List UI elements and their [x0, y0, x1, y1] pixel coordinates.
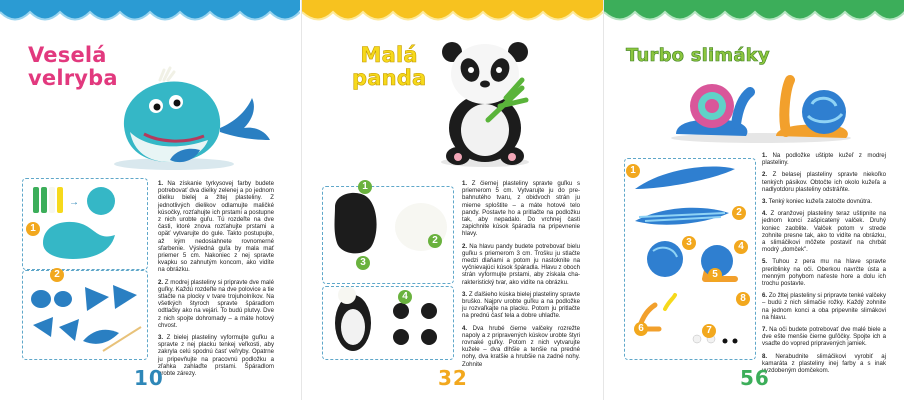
- step-2-badge: 2: [50, 268, 64, 282]
- step-2-badge: 2: [732, 206, 746, 220]
- step-2-illustration-box: [22, 270, 148, 360]
- page-title: [626, 44, 770, 67]
- blue-wave-border: [0, 0, 300, 24]
- step-2-badge: 2: [428, 234, 442, 248]
- panda-instructions: [462, 180, 580, 373]
- step-1-badge: 1: [358, 180, 372, 194]
- snail-step-6: 6. Zo žltej plasteliny si pripravte tenké valčeky – budú z nich slimačie rožky. Každý zohnite na jednom konci a oba pripevnite slimákovi na hlavu.: [762, 292, 886, 321]
- step-5-badge: 5: [708, 268, 722, 282]
- whale-step-2: 2. Z modrej plasteliny si pripravte dve malé guľky. Každú rozdeľte na dve polovice a tie stlačte na plocky v tvare trojuholníkov. Na všetkých štyroch spravte špáradlom odtlačky ako na vejári. To budú plutvy. Dve z nich spojte dohromady – a máte hotový chvost.: [158, 278, 274, 329]
- panda-step3-4-art: [323, 287, 453, 359]
- panda-step-1: 1. Z čiernej plasteliny spravte guľku s priemerom 5 cm. Vytvarujte ju do pre-bahnutého tvaru, z obidvoch strán ju mierne sploštite – a máte hotové telo pandy. Postavte ho a pritlačte na podložku tak, aby nepadalo. Do vrchnej časti zapichnite kúsok špáradla na pripevnenie hlavy.: [462, 180, 580, 238]
- page-number: 32: [438, 366, 468, 390]
- title-line-1: Turbo slimáky: [626, 45, 770, 66]
- snail-step-7: 7. Na oči budete potrebovať dve malé biele a dve ešte menšie čierne guľôčky. Spojte ich a vsaďte do vopred pripravených jamiek.: [762, 326, 886, 348]
- step-3-4-illustration-box: [322, 286, 454, 360]
- page-title: [352, 44, 426, 90]
- snail-step-5: 5. Tuhou z pera mu na hlave spravte preriblinky na oči. Oberkou navrčte ústa a menným pohybom naťeste hore a dolu ich trochu postavte.: [762, 258, 886, 288]
- step-4-badge: 4: [398, 290, 412, 304]
- panda-step-3: 3. Z ďalšieho kúska bielej plasteliny spravte bruško. Najprv urobte guľku a na podložke ju rozvaľkajte na placku. Potom ju pritlačte na prednú časť tela a dobre uhlaďte.: [462, 290, 580, 320]
- step-8-badge: 8: [736, 292, 750, 306]
- whale-step2-art: [23, 271, 147, 359]
- title-line-2: velryba: [28, 66, 118, 90]
- snail-step-3: 3. Tenký koniec kužeľa zatočte dovnútra.: [762, 198, 873, 206]
- step-4-badge: 4: [734, 240, 748, 254]
- panda-step-4: 4. Dva hrubé čierne valčeky rozrežte napoly a z pripravených kúskov urobte štyri rovnaké guľky. Potom z nich vytvarujte kužele – dva dlhšie a tenšie na predné nohy, dva kratšie a hrubšie na zadné nohy. Zohnite: [462, 324, 580, 368]
- step-3-badge: 3: [356, 256, 370, 270]
- title-line-2: panda: [352, 66, 427, 90]
- snail-step-8: 8. Nerabudnite slimáčikovi vyrobiť aj kamaráta z plasteliny inej farby a s inak vyzdobeným domčekom.: [762, 352, 886, 375]
- yellow-wave-border: [302, 0, 603, 24]
- whale-step1-art: [23, 179, 147, 269]
- page-whale: [0, 0, 300, 400]
- whale-illustration: [104, 66, 274, 172]
- snail-instructions: [762, 152, 886, 379]
- snail-step-2: 2. Z belasej plasteliny spravte niekoľko tenkých pásikov. Obtočte ich okolo kužeľa a nadlyotdoru plasteliny odstráňte.: [762, 171, 886, 193]
- green-wave-border: [604, 0, 904, 24]
- page-panda: [301, 0, 603, 400]
- panda-step-2: 2. Na hlavu pandy budete potrebovať bielu guľku s priemerom 3 cm. Trošku ju stlačte medzi dlaňami a potom ju nastoknite na vyčnievajúci kúsok špáradla. Hlavu z oboch strán vyformujte prstami, aby získala cha-rakteristický tvar, ako vidíte na obrázku.: [462, 242, 580, 286]
- snails-illustration: [666, 74, 856, 144]
- title-line-1: Malá: [360, 43, 418, 67]
- step-1-badge: 1: [626, 164, 640, 178]
- step-1-badge: 1: [26, 222, 40, 236]
- whale-step-3: 3. Z bielej plasteliny vyformujte guľku a spravte z nej placku tenkej veľkosti, aby zakryla celú spodnú časť veľryby. Opatrne ju pripevňujte na pracovnú podložku a zľahka zahlaďte prstami. Špáradlom urobte zárezy.: [158, 334, 274, 378]
- svg-text:→: →: [69, 197, 79, 208]
- page-snails: [603, 0, 904, 400]
- panda-illustration: [430, 36, 540, 168]
- step-6-badge: 6: [634, 322, 648, 336]
- step-1-illustration-box: [22, 178, 148, 270]
- whale-step-1: 1. Na získanie tyrkysovej farby budete potrebovať dva dielky zelenej a po jednom dielku bielej a žltej plasteliny. Z jednotlivých dielikov odlamujte maličké kúsočky, rozťahujte ich prstami a postupne z nich urobte guľu. Tú rozdeľte na dve časti, ktoré znova rozťahujte prstami a opäť vytvarujte do gule. Takto postupujte, až kým nedosiahnete rovnomerné sfarbenie. Výsledná guľa by mala mať priemer 5 cm. Nakoniec z nej spravte kvapku so zahnutým koncom, ako vidíte na obrázku.: [158, 180, 274, 274]
- title-line-1: Veselá: [28, 43, 107, 67]
- snail-step-4: 4. Z oranžovej plasteliny teraz uštipnite na jednom konci zašpicatený valček. Druhý koniec zaoblite. Valček potom v strede zohnite presne tak, ako to vidíte na obrázku, a slimáčikovi môžete postaviť na chrbát modrý „domček".: [762, 210, 886, 254]
- snail-step-1: 1. Na podložke uštipte kužeľ z modrej plasteliny.: [762, 152, 886, 167]
- page-number: 56: [740, 366, 770, 390]
- page-number: 10: [134, 366, 164, 390]
- step-7-badge: 7: [702, 324, 716, 338]
- whale-instructions: [158, 180, 274, 382]
- step-3-badge: 3: [682, 236, 696, 250]
